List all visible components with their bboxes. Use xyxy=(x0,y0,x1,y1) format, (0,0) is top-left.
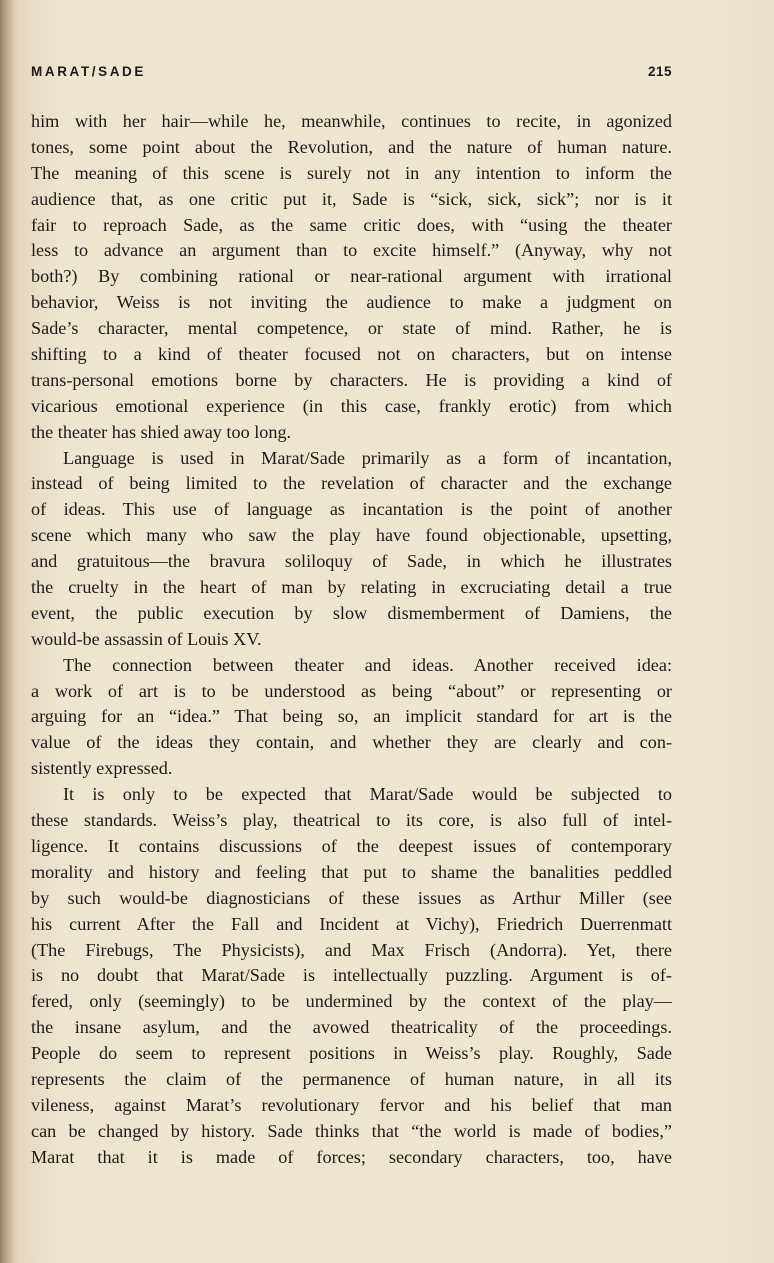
text-line: represents the claim of the permanence of human nature, in all its xyxy=(31,1068,672,1089)
text-line: by such would-be diagnosticians of these issues as Arthur Miller (see xyxy=(31,887,672,908)
text-line: The meaning of this scene is surely not in any intention to inform the xyxy=(31,162,672,183)
text-line: vicarious emotional experience (in this case, frankly erotic) from which xyxy=(31,395,672,416)
text-line: him with her hair—while he, meanwhile, continues to recite, in agonized xyxy=(31,111,672,131)
body-text xyxy=(31,109,672,1171)
text-line: trans-personal emotions borne by characters. He is providing a kind of xyxy=(31,369,672,390)
text-line: and gratuitous—the bravura soliloquy of Sade, in which he illustrates xyxy=(31,551,672,572)
text-line: shifting to a kind of theater focused not on characters, but on intense xyxy=(31,344,672,365)
text-line: value of the ideas they contain, and whether they are clearly and con- xyxy=(31,732,672,753)
text-line: of ideas. This use of language as incantation is the point of another xyxy=(31,499,672,520)
text-line: is no doubt that Marat/Sade is intellectually puzzling. Argument is of- xyxy=(31,965,672,986)
text-line: It is only to be expected that Marat/Sade would be subjected to xyxy=(63,784,672,805)
text-line: audience that, as one critic put it, Sade is “sick, sick, sick”; nor is it xyxy=(31,188,672,209)
page-header xyxy=(31,64,672,86)
text-line: fair to reproach Sade, as the same critic does, with “using the theater xyxy=(31,214,672,235)
text-line: ligence. It contains discussions of the deepest issues of contemporary xyxy=(31,835,672,856)
text-line: the insane asylum, and the avowed theatricality of the proceedings. xyxy=(31,1017,672,1038)
text-line: Sade’s character, mental competence, or state of mind. Rather, he is xyxy=(31,318,672,339)
text-line: a work of art is to be understood as being “about” or representing or xyxy=(31,680,672,701)
running-head: MARAT/SADE xyxy=(31,64,146,79)
text-line: would-be assassin of Louis XV. xyxy=(31,628,262,649)
text-line: both?) By combining rational or near-rational argument with irrational xyxy=(31,266,672,287)
text-line: tones, some point about the Revolution, and the nature of human nature. xyxy=(31,136,672,157)
text-line: The connection between theater and ideas. Another received idea: xyxy=(63,654,672,675)
text-line: event, the public execution by slow dismemberment of Damiens, the xyxy=(31,602,672,623)
text-line: the cruelty in the heart of man by relating in excruciating detail a true xyxy=(31,577,672,598)
text-line: the theater has shied away too long. xyxy=(31,421,292,442)
book-spine-shadow xyxy=(0,0,14,1263)
text-line: Marat that it is made of forces; secondary characters, too, have xyxy=(31,1146,672,1167)
text-line: sistently expressed. xyxy=(31,758,173,779)
text-line: fered, only (seemingly) to be undermined by the context of the play— xyxy=(31,991,672,1012)
page-number: 215 xyxy=(647,64,672,79)
text-line: instead of being limited to the revelation of character and the exchange xyxy=(31,473,672,494)
text-line: morality and history and feeling that put to shame the banalities peddled xyxy=(31,861,672,882)
text-line: (The Firebugs, The Physicists), and Max Frisch (Andorra). Yet, there xyxy=(31,939,672,960)
text-line: these standards. Weiss’s play, theatrical to its core, is also full of intel- xyxy=(31,810,672,831)
text-line: his current After the Fall and Incident at Vichy), Friedrich Duerrenmatt xyxy=(31,913,672,934)
text-line: People do seem to represent positions in Weiss’s play. Roughly, Sade xyxy=(31,1043,672,1064)
text-line: arguing for an “idea.” That being so, an implicit standard for art is the xyxy=(31,706,672,727)
text-line: can be changed by history. Sade thinks that “the world is made of bodies,” xyxy=(31,1120,672,1141)
text-line: vileness, against Marat’s revolutionary fervor and his belief that man xyxy=(31,1094,672,1115)
text-line: less to advance an argument than to excite himself.” (Anyway, why not xyxy=(31,240,672,261)
text-line: Language is used in Marat/Sade primarily as a form of incantation, xyxy=(63,447,672,468)
text-line: scene which many who saw the play have found objectionable, upsetting, xyxy=(31,525,672,546)
text-line: behavior, Weiss is not inviting the audience to make a judgment on xyxy=(31,292,672,313)
